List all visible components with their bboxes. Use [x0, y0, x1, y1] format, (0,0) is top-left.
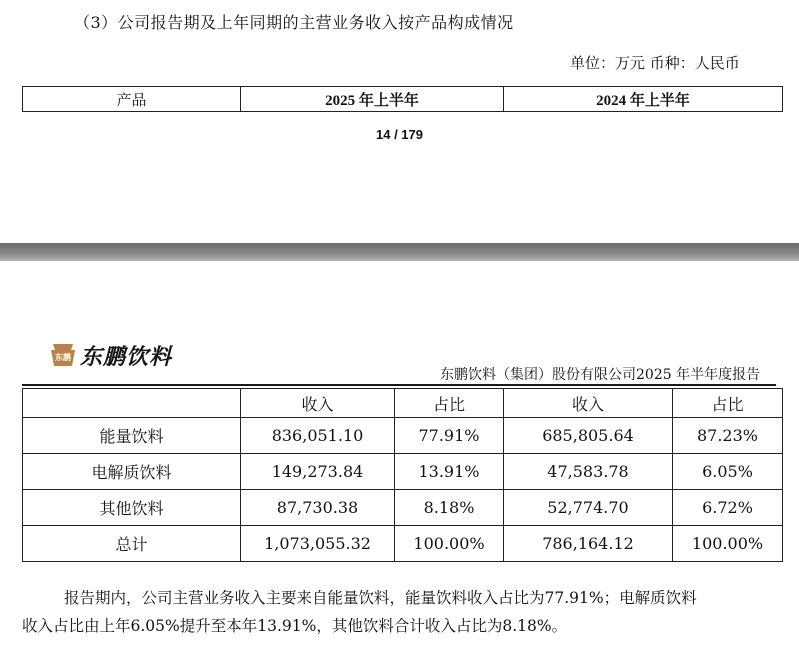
table-cell: 100.00% [673, 526, 783, 562]
table-header-cell: 占比 [673, 389, 783, 418]
company-logo [50, 342, 172, 368]
summary-line-2: 收入占比由上年6.05%提升至本年13.91%，其他饮料合计收入占比为8.18%。 [22, 617, 568, 635]
page-number: 14 / 179 [376, 127, 423, 142]
product-name-cell: 总计 [23, 526, 241, 562]
summary-line-1: 报告期内，公司主营业务收入主要来自能量饮料，能量饮料收入占比为77.91%；电解质饮料 [64, 589, 697, 607]
logo-mark-icon [50, 342, 76, 368]
table-cell: 6.05% [673, 454, 783, 490]
table-cell: 100.00% [395, 526, 504, 562]
table-header-cell: 收入 [504, 389, 673, 418]
table-row [23, 526, 783, 562]
logo-brand-text: 东鹏饮料 [80, 344, 173, 370]
product-name-cell: 能量饮料 [23, 418, 241, 454]
header-2025-h1: 2025 年上半年 [241, 87, 504, 112]
table-cell: 87,730.38 [241, 490, 395, 526]
table-cell: 1,073,055.32 [241, 526, 395, 562]
header-2024-h1: 2024 年上半年 [504, 87, 783, 112]
table-row [23, 490, 783, 526]
summary-paragraph [22, 584, 782, 640]
table-header-cell [23, 389, 241, 418]
table-row [23, 418, 783, 454]
table-header-cell: 占比 [395, 389, 504, 418]
table-cell: 52,774.70 [504, 490, 673, 526]
revenue-table [22, 388, 783, 562]
table-cell: 836,051.10 [241, 418, 395, 454]
table-cell: 6.72% [673, 490, 783, 526]
table-cell: 8.18% [395, 490, 504, 526]
table-header-row [23, 389, 783, 418]
table-cell: 47,583.78 [504, 454, 673, 490]
table-header-cell: 收入 [241, 389, 395, 418]
section-title: （3）公司报告期及上年同期的主营业务收入按产品构成情况 [74, 13, 514, 32]
header-row [23, 87, 783, 112]
product-name-cell: 电解质饮料 [23, 454, 241, 490]
table-cell: 77.91% [395, 418, 504, 454]
product-header-table [22, 86, 783, 112]
table-row [23, 454, 783, 490]
header-product: 产品 [23, 87, 241, 112]
table-cell: 13.91% [395, 454, 504, 490]
table-cell: 786,164.12 [504, 526, 673, 562]
report-name: 东鹏饮料（集团）股份有限公司2025 年半年度报告 [440, 367, 761, 383]
table-cell: 149,273.84 [241, 454, 395, 490]
page-separator [0, 243, 799, 261]
logo-mark-text: 东鹏 [55, 353, 71, 362]
table-cell: 685,805.64 [504, 418, 673, 454]
product-name-cell: 其他饮料 [23, 490, 241, 526]
header-rule [22, 384, 776, 386]
table-cell: 87.23% [673, 418, 783, 454]
unit-currency-note: 单位：万元 币种：人民币 [570, 54, 740, 72]
